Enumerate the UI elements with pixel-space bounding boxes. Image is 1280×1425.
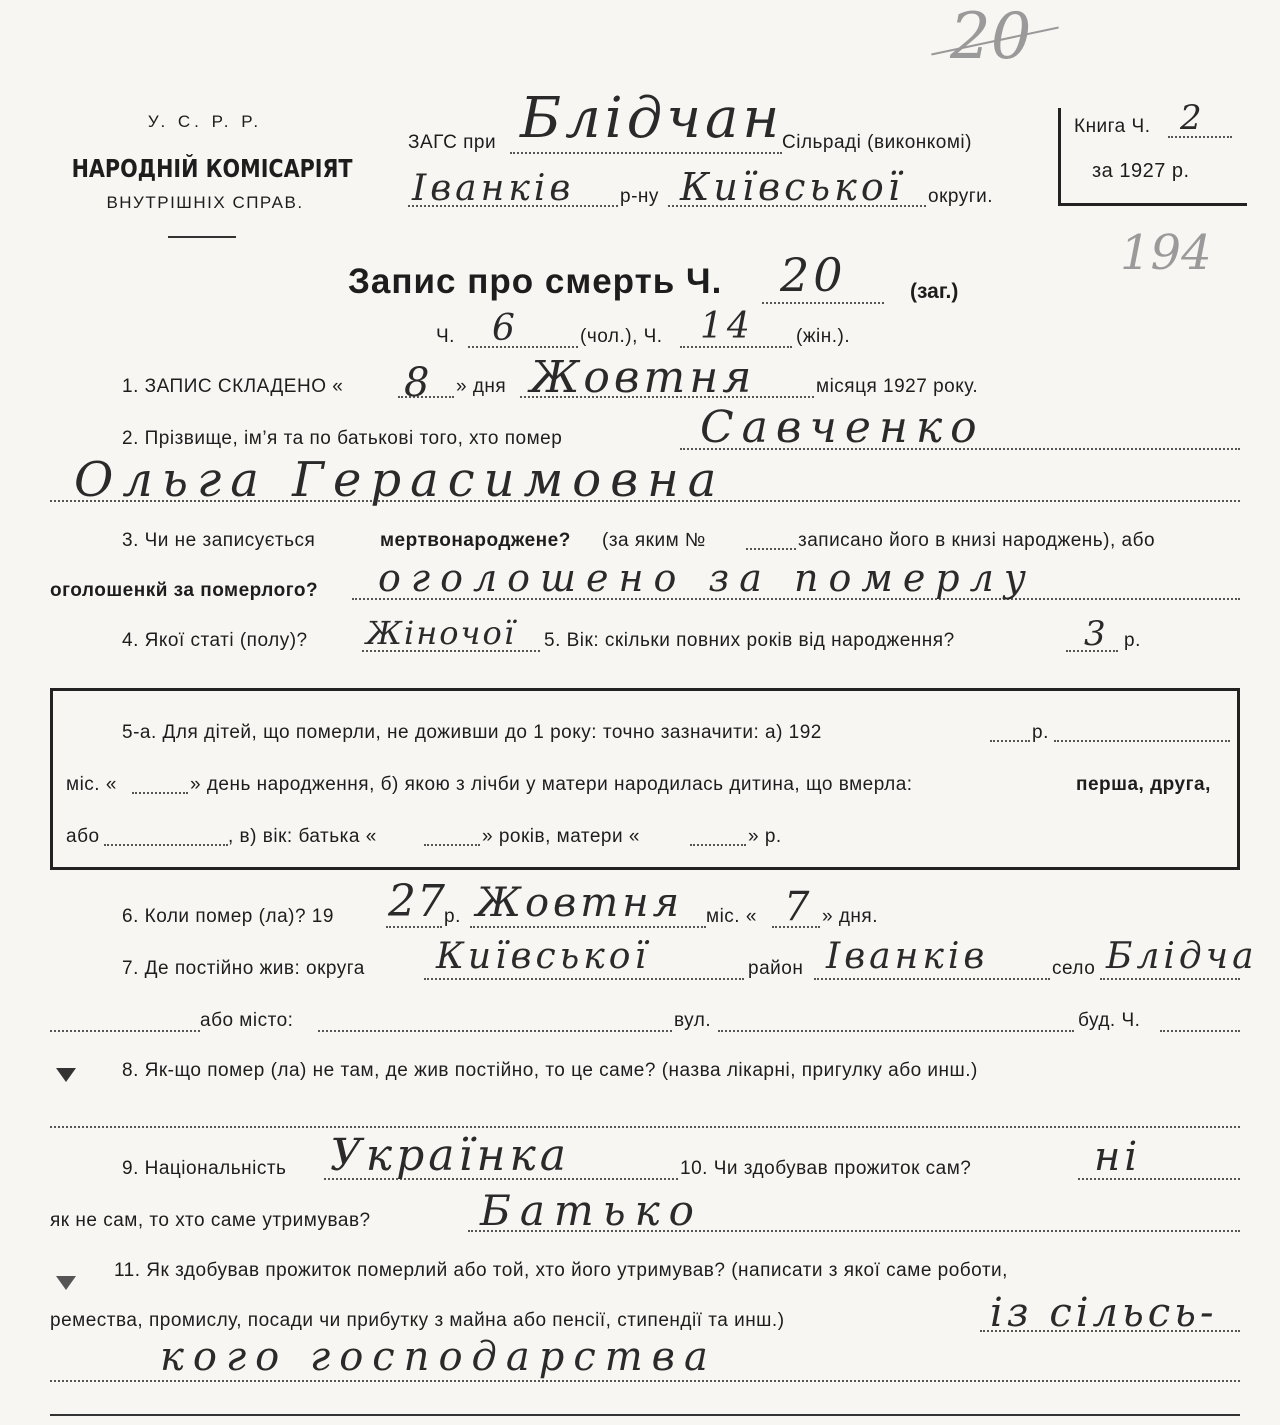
record-total-label: (заг.) [910, 280, 959, 303]
f11-line2: ремества, промислу, посади чи прибутку з майна або пенсії, стипендії та инш.) [50, 1310, 785, 1331]
f7-city-line [318, 1030, 672, 1032]
f1-day-value: 8 [404, 360, 434, 406]
f5-age-value: 3 [1084, 614, 1110, 654]
pencil-side-number: 194 [1120, 225, 1212, 281]
record-number-line [762, 302, 884, 304]
f5a-line1: 5-а. Для дітей, що померли, не доживши до 1 року: точно зазначити: а) 192 [122, 722, 822, 743]
book-label: Книга Ч. [1074, 116, 1151, 137]
f7-selo-value: Блідча [1106, 936, 1258, 977]
bottom-rule [50, 1414, 1240, 1416]
f5a-line3-c: » років, матери « [482, 826, 640, 847]
f2-surname-value: Савченко [700, 402, 985, 453]
ministry-label: ВНУТРІШНІХ СПРАВ. [106, 193, 304, 212]
zags-village-line [510, 152, 782, 154]
f3-declared-label: оголошенкй за померлого? [50, 580, 319, 601]
district-label: р-ну [620, 186, 659, 207]
f10b-label: як не сам, то хто саме утримував? [50, 1210, 371, 1231]
f6-month-value: Жовтня [476, 880, 684, 926]
f7-rayon-value: Іванків [826, 936, 989, 977]
district-value: Іванків [412, 168, 575, 209]
f10b-supporter-value: Батько [480, 1186, 703, 1235]
f5-label: 5. Вік: скільки повних років від народження? [544, 630, 955, 651]
book-year: за 1927 р. [1092, 160, 1190, 182]
f6-label: 6. Коли помер (ла)? 19 [122, 906, 334, 927]
f5a-order-options: перша, друга, [1076, 774, 1211, 795]
f7-rayon-line [814, 978, 1050, 980]
f7-okruha-value: Київської [436, 936, 650, 977]
f5a-line2-a: міс. « [66, 774, 117, 795]
f7-rayon-label: район [748, 958, 804, 979]
male-label: (чол.), Ч. [580, 326, 663, 347]
book-number-value: 2 [1180, 98, 1206, 138]
f1-mid: » дня [456, 376, 507, 397]
female-count-value: 14 [700, 306, 754, 347]
f5a-line3-d: » р. [748, 826, 782, 847]
f6-day-value: 7 [784, 884, 814, 930]
f5a-line1-end: р. [1032, 722, 1049, 743]
f9-nationality-value: Українка [330, 1130, 571, 1181]
f4-sex-value: Жіночої [366, 614, 516, 652]
pencil-page-number: 20 [950, 0, 1032, 74]
record-number-value: 20 [780, 248, 847, 302]
f5a-line3-b: , в) вік: батька « [228, 826, 377, 847]
f7-house-line [1160, 1030, 1240, 1032]
f9-label: 9. Національність [122, 1158, 287, 1179]
f5a-day-line [132, 792, 188, 794]
female-label: (жін.). [796, 326, 851, 347]
f6-year-value: 27 [388, 876, 446, 927]
f6-mis: міс. « [706, 906, 757, 927]
f10-self-support-value: ні [1094, 1134, 1142, 1180]
f11-line-b [50, 1380, 1240, 1382]
f7-street-line [718, 1030, 1074, 1032]
f7-extra-line [50, 1030, 200, 1032]
f6-month-line [470, 926, 706, 928]
f2-label: 2. Прізвище, ім’я та по батькові того, хто помер [122, 428, 563, 449]
f3-number-line [746, 548, 796, 550]
f2-name-value: Ольга Герасимовна [74, 452, 726, 508]
f5a-line2-b: » день народження, б) якою з лічби у матери народилась дитина, що вмерла: [190, 774, 913, 795]
zags-village-value: Блідчан [520, 86, 784, 151]
f4-label: 4. Якої статі (полу)? [122, 630, 308, 651]
zags-prefix: ЗАГС при [408, 132, 497, 153]
f3-stillborn-label: мертвонароджене? [380, 530, 571, 551]
f10-label: 10. Чи здобував прожиток сам? [680, 1158, 972, 1179]
male-line [468, 346, 578, 348]
f5a-mother-line [690, 844, 746, 846]
f5-unit: р. [1124, 630, 1141, 651]
commissariat-label: НАРОДНІЙ КОМІСАРІЯТ [71, 154, 353, 183]
f7-street-label: вул. [674, 1010, 712, 1031]
f1-label: 1. ЗАПИС СКЛАДЕНО « [122, 376, 344, 397]
f1-end: місяця 1927 року. [816, 376, 979, 397]
republic-label: У. С. Р. Р. [147, 112, 263, 131]
f3-label-a: 3. Чи не записується [122, 530, 316, 551]
margin-mark [56, 1068, 76, 1082]
f11-occupation-value-1: із сільсь- [990, 1290, 1218, 1336]
okruha-value: Київської [680, 165, 904, 209]
f8-label: 8. Як-що помер (ла) не там, де жив постійно, то це саме? (назва лікарні, пригулку або инш.) [122, 1060, 978, 1081]
f5a-month-line [1054, 740, 1230, 742]
f6-end: » дня. [822, 906, 878, 927]
f5a-other-line [104, 844, 228, 846]
header-divider [168, 236, 236, 238]
okruha-label: округи. [928, 186, 994, 207]
f7-label: 7. Де постійно жив: округа [122, 958, 365, 979]
f6-r: р. [444, 906, 461, 927]
f3-label-c: записано його в книзі народжень), або [798, 530, 1156, 551]
f7-selo-label: село [1052, 958, 1096, 979]
f8-line [50, 1126, 1240, 1128]
f7-house-label: буд. Ч. [1078, 1010, 1141, 1031]
f7-city-label: або місто: [200, 1010, 294, 1031]
f5a-year-line [990, 740, 1030, 742]
zags-suffix: Сільраді (виконкомі) [782, 132, 972, 153]
f3-label-b: (за яким № [602, 530, 706, 551]
f7-okruha-line [424, 978, 744, 980]
record-title: Запис про смерть Ч. [348, 262, 723, 301]
f5a-line3-a: або [66, 826, 100, 847]
male-count-value: 6 [492, 308, 519, 349]
f7-selo-line [1100, 978, 1240, 980]
f3-declared-value: оголошено за померлу [378, 556, 1036, 600]
margin-mark-2 [56, 1276, 76, 1290]
f1-month-value: Жовтня [530, 352, 756, 403]
f11-line1: 11. Як здобував прожиток померлий або той, хто його утримував? (написати з якої саме роботи, [114, 1260, 1008, 1281]
male-prefix: Ч. [436, 326, 455, 347]
f5a-father-line [424, 844, 480, 846]
f11-occupation-value-2: кого господарства [160, 1334, 717, 1380]
